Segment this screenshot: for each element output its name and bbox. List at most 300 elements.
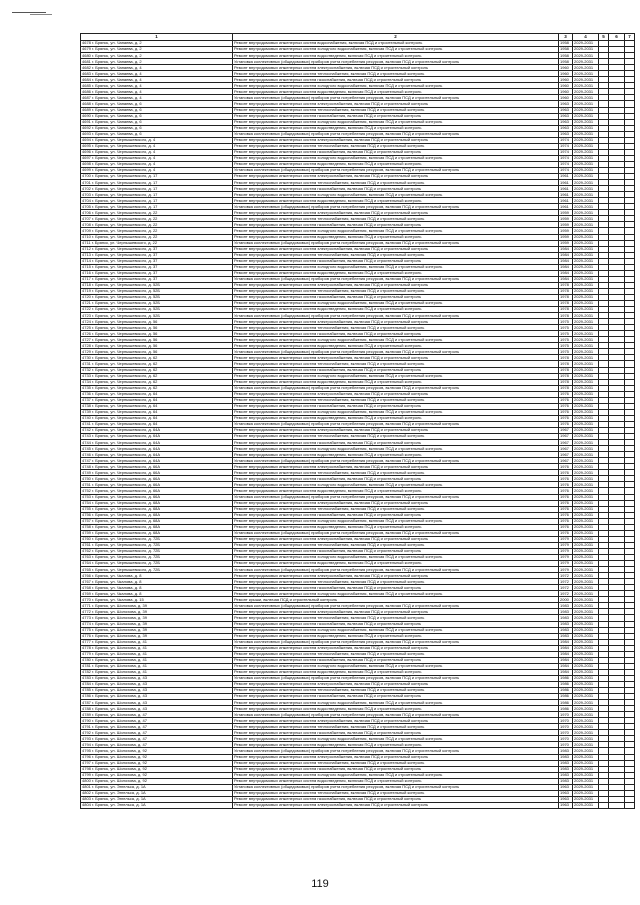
row-number: 4746 xyxy=(82,451,91,457)
cell-period: 2029-2031 xyxy=(573,476,599,482)
cell-work-type: Установка коллективных (общедомовых) приборов учета потребления ресурсов, включая ПСД и строительный контроль xyxy=(233,240,559,246)
row-number: 4717 xyxy=(82,276,91,282)
cell-period: 2029-2031 xyxy=(573,89,599,95)
address: г. Брянск, ул. Чернышевского, д. 37 xyxy=(92,246,158,252)
row-number: 4684 xyxy=(82,76,91,82)
address: г. Брянск, ул. Шолохова, д. 92 xyxy=(92,754,147,759)
cell-work-type: Ремонт внутридомовых инженерных систем водоотведения, включая ПСД и строительный контроль xyxy=(233,379,559,385)
cell-period: 2029-2031 xyxy=(573,627,599,633)
row-number: 4704 xyxy=(82,197,91,203)
cell-period: 2029-2031 xyxy=(573,754,599,760)
cell-work-type: Ремонт внутридомовых инженерных систем водоотведения, включая ПСД и строительный контроль xyxy=(233,524,559,530)
address: г. Брянск, ул. Шолохова, д. 41 xyxy=(92,639,147,645)
cell-year: 1984 xyxy=(559,270,573,276)
cell-work-type: Ремонт внутридомовых инженерных систем холодного водоснабжения, включая ПСД и строительный контроль xyxy=(233,736,559,742)
cell-year: 1976 xyxy=(559,500,573,506)
address: г. Брянск, ул. Чернышевского, д. 4 xyxy=(92,137,156,143)
cell-year: 1983 xyxy=(559,609,573,615)
row-number: 4678 xyxy=(82,40,91,46)
address: г. Брянск, ул. Шолохова, д. 41 xyxy=(92,645,147,651)
cell-period: 2029-2031 xyxy=(573,633,599,639)
row-number: 4730 xyxy=(82,354,91,360)
cell-period: 2029-2031 xyxy=(573,155,599,161)
cell-work-type: Ремонт внутридомовых инженерных систем водоотведения, включая ПСД и строительный контроль xyxy=(233,633,559,639)
address: г. Брянск, ул. Чернышевского, д. 64А xyxy=(92,439,161,445)
cell-period: 2029-2031 xyxy=(573,434,599,440)
address: г. Брянск, ул. Чкалова, д. 8 xyxy=(92,572,142,578)
cell-work-type: Ремонт внутридомовых инженерных систем холодного водоснабжения, включая ПСД и строительный контроль xyxy=(233,700,559,706)
cell-work-type: Ремонт внутридомовых инженерных систем электроснабжения, включая ПСД и строительный контроль xyxy=(233,609,559,615)
cell-period: 2029-2031 xyxy=(573,373,599,379)
cell-work-type: Ремонт внутридомовых инженерных систем теплоснабжения, включая ПСД и строительный контроль xyxy=(233,615,559,621)
cell-work-type: Ремонт внутридомовых инженерных систем водоотведения, включая ПСД и строительный контроль xyxy=(233,706,559,712)
row-number: 4693 xyxy=(82,131,91,137)
cell-year: 1959 xyxy=(559,210,573,216)
cell-year: 1976 xyxy=(559,409,573,415)
cell-period: 2029-2031 xyxy=(573,234,599,240)
cell-year: 1974 xyxy=(559,155,573,161)
cell-period: 2029-2031 xyxy=(573,609,599,615)
cell-work-type: Ремонт внутридомовых инженерных систем теплоснабжения, включая ПСД и строительный контроль xyxy=(233,434,559,440)
cell-year: 1959 xyxy=(559,234,573,240)
cell-year: 1984 xyxy=(559,657,573,663)
cell-year: 1972 xyxy=(559,591,573,597)
cell-work-type: Ремонт внутридомовых инженерных систем холодного водоснабжения, включая ПСД и строительный контроль xyxy=(233,301,559,307)
address: г. Брянск, ул. Чернышевского, д. 64 xyxy=(92,391,158,397)
cell-year: 1960 xyxy=(559,65,573,71)
cell-year: 1967 xyxy=(559,440,573,446)
cell-work-type: Ремонт внутридомовых инженерных систем водоотведения, включая ПСД и строительный контроль xyxy=(233,270,559,276)
cell-period: 2029-2031 xyxy=(573,216,599,222)
cell-period: 2029-2031 xyxy=(573,319,599,325)
cell-year: 1967 xyxy=(559,446,573,452)
row-number: 4689 xyxy=(82,107,91,112)
row-number: 4696 xyxy=(82,149,91,155)
row-number: 4719 xyxy=(82,288,91,294)
address: г. Брянск, ул. Энгельса, д. 1А xyxy=(92,784,146,790)
row-number: 4783 xyxy=(82,675,91,681)
address: г. Брянск, ул. Чернышевского, д. 22 xyxy=(92,215,158,221)
cell-work-type: Ремонт внутридомовых инженерных систем теплоснабжения, включая ПСД и строительный контроль xyxy=(233,542,559,548)
row-number: 4683 xyxy=(82,70,91,76)
cell-year: 1960 xyxy=(559,95,573,101)
cell-year: 1976 xyxy=(559,391,573,397)
cell-work-type: Ремонт внутридомовых инженерных систем газоснабжения, включая ПСД и строительный контроль xyxy=(233,621,559,627)
row-number: 4774 xyxy=(82,621,91,626)
cell-work-type: Ремонт внутридомовых инженерных систем теплоснабжения, включая ПСД и строительный контроль xyxy=(233,579,559,585)
cell-period: 2029-2031 xyxy=(573,724,599,730)
row-number: 4791 xyxy=(82,723,91,729)
cell-period: 2029-2031 xyxy=(573,131,599,137)
address: г. Брянск, ул. Чернышевского, д. 72Б xyxy=(92,560,161,566)
row-number: 4793 xyxy=(82,735,91,741)
cell-period: 2029-2031 xyxy=(573,718,599,724)
address: г. Брянск, ул. Чернышевского, д. 56 xyxy=(92,336,158,342)
address: г. Брянск, ул. Чапаева, д. 6 xyxy=(92,107,142,112)
cell-period: 2029-2031 xyxy=(573,421,599,427)
col-header-4: 4 xyxy=(573,34,599,41)
address: г. Брянск, ул. Чернышевского, д. 72Б xyxy=(92,542,161,548)
cell-work-type: Ремонт внутридомовых инженерных систем водоотведения, включая ПСД и строительный контроль xyxy=(233,89,559,95)
cell-work-type: Ремонт внутридомовых инженерных систем холодного водоснабжения, включая ПСД и строительный контроль xyxy=(233,373,559,379)
row-number: 4777 xyxy=(82,639,91,645)
row-number: 4701 xyxy=(82,179,91,185)
cell-year: 1975 xyxy=(559,319,573,325)
cell-work-type: Ремонт внутридомовых инженерных систем теплоснабжения, включая ПСД и строительный контроль xyxy=(233,651,559,657)
cell-year: 1979 xyxy=(559,554,573,560)
cell-year: 2000 xyxy=(559,597,573,603)
cell-year: 1978 xyxy=(559,288,573,294)
row-number: 4747 xyxy=(82,457,91,463)
cell-year: 1978 xyxy=(559,282,573,288)
cell-year: 1976 xyxy=(559,506,573,512)
cell-year: 1967 xyxy=(559,458,573,464)
cell-work-type: Ремонт внутридомовых инженерных систем газоснабжения, включая ПСД и строительный контроль xyxy=(233,440,559,446)
address: г. Брянск, ул. Шолохова, д. 43 xyxy=(92,705,147,711)
address: г. Брянск, ул. Шолохова, д. 39 xyxy=(92,602,147,608)
row-number: 4702 xyxy=(82,185,91,191)
cell-period: 2029-2031 xyxy=(573,694,599,700)
cell-work-type: Ремонт внутридомовых инженерных систем водоотведения, включая ПСД и строительный контроль xyxy=(233,307,559,313)
cell-period: 2029-2031 xyxy=(573,591,599,597)
cell-work-type: Ремонт внутридомовых инженерных систем газоснабжения, включая ПСД и строительный контроль xyxy=(233,294,559,300)
cell-year: 1984 xyxy=(559,645,573,651)
cell-year: 1976 xyxy=(559,482,573,488)
address: г. Брянск, ул. Чернышевского, д. 4 xyxy=(92,167,156,173)
address: г. Брянск, ул. Чернышевского, д. 64 xyxy=(92,409,158,415)
address: г. Брянск, ул. Чернышевского, д. 37 xyxy=(92,270,158,276)
address: г. Брянск, ул. Чапаева, д. 4 xyxy=(92,94,142,100)
row-number: 4682 xyxy=(82,64,91,70)
cell-year: 1963 xyxy=(559,790,573,796)
cell-year: 1958 xyxy=(559,47,573,53)
address: г. Брянск, ул. Шолохова, д. 47 xyxy=(92,711,147,717)
address: г. Брянск, ул. Чкалова, д. 8 xyxy=(92,578,142,584)
cell-period: 2029-2031 xyxy=(573,113,599,119)
address: г. Брянск, ул. Чапаева, д. 6 xyxy=(92,125,142,131)
row-number: 4721 xyxy=(82,300,91,306)
cell-period: 2029-2031 xyxy=(573,760,599,766)
cell-period: 2029-2031 xyxy=(573,361,599,367)
cell-period: 2029-2031 xyxy=(573,446,599,452)
address: г. Брянск, ул. Чапаева, д. 6 xyxy=(92,113,142,118)
cell-period: 2029-2031 xyxy=(573,548,599,554)
cell-period: 2029-2031 xyxy=(573,742,599,748)
cell-work-type: Установка коллективных (общедомовых) приборов учета потребления ресурсов, включая ПСД и строительный контроль xyxy=(233,567,559,573)
address: г. Брянск, ул. Чернышевского, д. 72Б xyxy=(92,566,161,572)
address: г. Брянск, ул. Энгельса, д. 1А xyxy=(92,802,146,808)
cell-work-type: Ремонт внутридомовых инженерных систем электроснабжения, включая ПСД и строительный контроль xyxy=(233,174,559,180)
cell-year: 1978 xyxy=(559,313,573,319)
row-number: 4728 xyxy=(82,342,91,348)
cell-work-type: Ремонт внутридомовых инженерных систем водоснабжения, включая ПСД и строительный контроль xyxy=(233,41,559,47)
cell-year: 1976 xyxy=(559,518,573,524)
cell-period: 2029-2031 xyxy=(573,83,599,89)
address: г. Брянск, ул. Чапаева, д. 4 xyxy=(92,64,142,70)
cell-period: 2029-2031 xyxy=(573,403,599,409)
row-number: 4778 xyxy=(82,645,91,651)
row-number: 4688 xyxy=(82,100,91,106)
cell-work-type: Ремонт внутридомовых инженерных систем электроснабжения, включая ПСД и строительный контроль xyxy=(233,282,559,288)
cell-year: 1976 xyxy=(559,530,573,536)
cell-work-type: Ремонт внутридомовых инженерных систем теплоснабжения, включая ПСД и строительный контроль xyxy=(233,470,559,476)
address: г. Брянск, ул. Чернышевского, д. 66А xyxy=(92,487,161,493)
row-number: 4736 xyxy=(82,391,91,397)
cell-year: 1983 xyxy=(559,772,573,778)
address: г. Брянск, ул. Чернышевского, д. 68А xyxy=(92,518,161,524)
cell-year: 1986 xyxy=(559,688,573,694)
cell-work-type: Ремонт внутридомовых инженерных систем холодного водоснабжения, включая ПСД и строительный контроль xyxy=(233,446,559,452)
address: г. Брянск, ул. Чернышевского, д. 17 xyxy=(92,197,158,203)
cell-work-type: Ремонт внутридомовых инженерных систем газоснабжения, включая ПСД и строительный контроль xyxy=(233,113,559,119)
cell-period: 2029-2031 xyxy=(573,778,599,784)
address: г. Брянск, ул. Чернышевского, д. 56 xyxy=(92,324,158,330)
cell-year: 1970 xyxy=(559,742,573,748)
cell-work-type: Ремонт внутридомовых инженерных систем теплоснабжения, включая ПСД и строительный контроль xyxy=(233,216,559,222)
cell-work-type: Ремонт внутридомовых инженерных систем водоотведения, включая ПСД и строительный контроль xyxy=(233,669,559,675)
row-number: 4762 xyxy=(82,548,91,554)
address: г. Брянск, ул. Чкалова, д. 15 xyxy=(92,596,144,602)
cell-year: 1974 xyxy=(559,161,573,167)
cell-year: 1976 xyxy=(559,415,573,421)
row-number: 4748 xyxy=(82,463,91,469)
cell-period: 2029-2031 xyxy=(573,736,599,742)
row-number: 4768 xyxy=(82,584,91,590)
address: г. Брянск, ул. Чапаева, д. 2 xyxy=(92,40,142,46)
row-number: 4763 xyxy=(82,554,91,560)
cell-year: 1959 xyxy=(559,228,573,234)
row-number: 4691 xyxy=(82,119,91,125)
row-number: 4757 xyxy=(82,518,91,524)
cell-work-type: Ремонт внутридомовых инженерных систем теплоснабжения, включая ПСД и строительный контроль xyxy=(233,397,559,403)
row-number: 4776 xyxy=(82,633,91,639)
scan-mark-secondary xyxy=(30,14,52,15)
cell-period: 2029-2031 xyxy=(573,143,599,149)
cell-period: 2029-2031 xyxy=(573,301,599,307)
address: г. Брянск, ул. Шолохова, д. 47 xyxy=(92,729,147,735)
cell-period: 2029-2031 xyxy=(573,524,599,530)
row-number: 4694 xyxy=(82,137,91,143)
cell-period: 2029-2031 xyxy=(573,343,599,349)
address: г. Брянск, ул. Чкалова, д. 8 xyxy=(92,584,142,590)
address: г. Брянск, ул. Чернышевского, д. 64А xyxy=(92,451,161,457)
col-header-3: 3 xyxy=(559,34,573,41)
cell-year: 1961 xyxy=(559,204,573,210)
cell-period: 2029-2031 xyxy=(573,125,599,131)
cell-period: 2029-2031 xyxy=(573,790,599,796)
cell-work-type: Ремонт внутридомовых инженерных систем электроснабжения, включая ПСД и строительный контроль xyxy=(233,428,559,434)
cell-period: 2029-2031 xyxy=(573,258,599,264)
cell-period: 2029-2031 xyxy=(573,379,599,385)
address: г. Брянск, ул. Чапаева, д. 6 xyxy=(92,100,142,106)
cell-work-type: Ремонт внутридомовых инженерных систем газоснабжения, включая ПСД и строительный контроль xyxy=(233,694,559,700)
row-number: 4705 xyxy=(82,203,91,209)
row-number: 4733 xyxy=(82,373,91,378)
cell-year: 1979 xyxy=(559,542,573,548)
cell-work-type: Ремонт внутридомовых инженерных систем электроснабжения, включая ПСД и строительный контроль xyxy=(233,718,559,724)
address: г. Брянск, ул. Чапаева, д. 4 xyxy=(92,76,142,82)
row-number: 4744 xyxy=(82,439,91,445)
cell-work-type: Установка коллективных (общедомовых) приборов учета потребления ресурсов, включая ПСД и строительный контроль xyxy=(233,313,559,319)
address: г. Брянск, ул. Шолохова, д. 47 xyxy=(92,735,147,741)
row-number: 4760 xyxy=(82,536,91,542)
cell-work-type: Ремонт внутридомовых инженерных систем холодного водоснабжения, включая ПСД и строительный контроль xyxy=(233,482,559,488)
cell-period: 2029-2031 xyxy=(573,210,599,216)
row-number: 4743 xyxy=(82,433,91,439)
cell-work-type: Ремонт внутридомовых инженерных систем водоотведения, включая ПСД и строительный контроль xyxy=(233,234,559,240)
cell-year: 1984 xyxy=(559,663,573,669)
row-number: 4754 xyxy=(82,500,91,505)
row-number: 4699 xyxy=(82,167,91,173)
address: г. Брянск, ул. Шолохова, д. 92 xyxy=(92,747,147,753)
cell-period: 2029-2031 xyxy=(573,167,599,173)
col-header-2: 2 xyxy=(233,34,559,41)
address: г. Брянск, ул. Чернышевского, д. 72Б xyxy=(92,536,161,542)
address: г. Брянск, ул. Чернышевского, д. 17 xyxy=(92,179,158,185)
cell-year: 1983 xyxy=(559,778,573,784)
row-number: 4690 xyxy=(82,113,91,118)
address: г. Брянск, ул. Чернышевского, д. 68А xyxy=(92,500,161,505)
cell-work-type: Ремонт внутридомовых инженерных систем водоотведения, включая ПСД и строительный контроль xyxy=(233,778,559,784)
cell-period: 2029-2031 xyxy=(573,325,599,331)
cell-work-type: Ремонт внутридомовых инженерных систем теплоснабжения, включая ПСД и строительный контроль xyxy=(233,288,559,294)
address: г. Брянск, ул. Чернышевского, д. 22 xyxy=(91,240,158,245)
cell-year: 1978 xyxy=(559,367,573,373)
cell-work-type: Ремонт внутридомовых инженерных систем газоснабжения, включая ПСД и строительный контроль xyxy=(233,585,559,591)
row-number: 4710 xyxy=(82,234,91,239)
row-number: 4745 xyxy=(82,445,91,451)
cell-period: 2029-2031 xyxy=(573,494,599,500)
cell-work-type: Установка коллективных (общедомовых) приборов учета потребления ресурсов, включая ПСД и строительный контроль xyxy=(233,639,559,645)
cell-work-type: Ремонт внутридомовых инженерных систем теплоснабжения, включая ПСД и строительный контроль xyxy=(233,361,559,367)
cell-year: 1963 xyxy=(559,125,573,131)
cell-year: 1976 xyxy=(559,397,573,403)
address: г. Брянск, ул. Чернышевского, д. 52Б xyxy=(92,312,161,318)
cell-period: 2029-2031 xyxy=(573,367,599,373)
row-number: 4715 xyxy=(82,264,91,270)
cell-period: 2029-2031 xyxy=(573,700,599,706)
cell-period: 2029-2031 xyxy=(573,651,599,657)
cell-year: 1970 xyxy=(559,712,573,718)
cell-work-type: Ремонт внутридомовых инженерных систем теплоснабжения, включая ПСД и строительный контроль xyxy=(233,325,559,331)
address: г. Брянск, ул. Чернышевского, д. 52Б xyxy=(92,306,161,312)
cell-year: 1976 xyxy=(559,512,573,518)
address: г. Брянск, ул. Шолохова, д. 43 xyxy=(92,687,147,693)
cell-period: 2029-2031 xyxy=(573,397,599,403)
cell-year: 1978 xyxy=(559,294,573,300)
cell-year: 1984 xyxy=(559,258,573,264)
cell-year: 1984 xyxy=(559,669,573,675)
address: г. Брянск, ул. Чернышевского, д. 4 xyxy=(92,143,156,149)
row-number: 4804 xyxy=(82,802,91,808)
cell-period: 2029-2031 xyxy=(573,512,599,518)
row-number: 4681 xyxy=(82,58,91,64)
address: г. Брянск, ул. Шолохова, д. 41 xyxy=(92,657,147,663)
cell-period: 2029-2031 xyxy=(573,385,599,391)
cell-work-type: Ремонт внутридомовых инженерных систем газоснабжения, включая ПСД и строительный контроль xyxy=(233,77,559,83)
cell-period: 2029-2031 xyxy=(573,518,599,524)
address: г. Брянск, ул. Чкалова, д. 8 xyxy=(92,590,142,596)
cell-year: 1975 xyxy=(559,349,573,355)
cell-work-type: Ремонт внутридомовых инженерных систем электроснабжения, включая ПСД и строительный контроль xyxy=(233,464,559,470)
cell-year: 1975 xyxy=(559,337,573,343)
address: г. Брянск, ул. Чернышевского, д. 22 xyxy=(92,234,158,239)
cell-year: 1975 xyxy=(559,343,573,349)
cell-work-type: Ремонт внутридомовых инженерных систем газоснабжения, включая ПСД и строительный контроль xyxy=(233,367,559,373)
cell-year: 1978 xyxy=(559,355,573,361)
cell-work-type: Ремонт внутридомовых инженерных систем водоотведения, включая ПСД и строительный контроль xyxy=(233,742,559,748)
address: г. Брянск, ул. Чернышевского, д. 56 xyxy=(92,318,158,324)
cell-year: 1986 xyxy=(559,675,573,681)
cell-year: 1974 xyxy=(559,167,573,173)
cell-work-type: Установка коллективных (общедомовых) приборов учета потребления ресурсов, включая ПСД и строительный контроль xyxy=(233,95,559,101)
row-number: 4759 xyxy=(82,530,91,536)
row-number: 4802 xyxy=(82,790,91,796)
cell-period: 2029-2031 xyxy=(573,276,599,282)
cell-year: 1961 xyxy=(559,192,573,198)
address: г. Брянск, ул. Чернышевского, д. 68А xyxy=(92,530,161,536)
cell-year: 1970 xyxy=(559,736,573,742)
address: г. Брянск, ул. Чернышевского, д. 17 xyxy=(92,185,158,191)
cell-period: 2029-2031 xyxy=(573,180,599,186)
cell-work-type: Ремонт внутридомовых инженерных систем водоотведения, включая ПСД и строительный контроль xyxy=(233,488,559,494)
cell-year: 1976 xyxy=(559,524,573,530)
cell-year: 1976 xyxy=(559,488,573,494)
row-number: 4769 xyxy=(82,590,91,596)
cell-work-type: Ремонт внутридомовых инженерных систем теплоснабжения, включая ПСД и строительный контроль xyxy=(233,180,559,186)
cell-year: 1976 xyxy=(559,421,573,427)
address: г. Брянск, ул. Энгельса, д. 1А xyxy=(92,790,146,796)
cell-empty xyxy=(609,802,625,808)
cell-year: 1983 xyxy=(559,603,573,609)
cell-period: 2029-2031 xyxy=(573,313,599,319)
address: г. Брянск, ул. Шолохова, д. 39 xyxy=(92,614,147,620)
cell-year: 1961 xyxy=(559,174,573,180)
cell-period: 2029-2031 xyxy=(573,470,599,476)
cell-work-type: Ремонт внутридомовых инженерных систем газоснабжения, включая ПСД и строительный контроль xyxy=(233,657,559,663)
cell-year: 1972 xyxy=(559,585,573,591)
address: г. Брянск, ул. Чернышевского, д. 56 xyxy=(92,348,158,354)
address: г. Брянск, ул. Чернышевского, д. 64 xyxy=(92,421,158,427)
address: г. Брянск, ул. Чернышевского, д. 66А xyxy=(92,494,161,499)
address: г. Брянск, ул. Чернышевского, д. 64А xyxy=(92,427,161,433)
cell-year: 1984 xyxy=(559,252,573,258)
address: г. Брянск, ул. Чернышевского, д. 62 xyxy=(92,373,158,378)
cell-work-type: Ремонт внутридомовых инженерных систем холодного водоснабжения, включая ПСД и строительный контроль xyxy=(233,554,559,560)
cell-year: 1967 xyxy=(559,428,573,434)
row-number: 4803 xyxy=(82,796,91,802)
cell-period: 2029-2031 xyxy=(573,675,599,681)
row-number: 4716 xyxy=(82,270,91,276)
cell-work-type: Установка коллективных (общедомовых) приборов учета потребления ресурсов, включая ПСД и строительный контроль xyxy=(233,748,559,754)
cell-work-type: Ремонт внутридомовых инженерных систем газоснабжения, включая ПСД и строительный контроль xyxy=(233,548,559,554)
cell-year: 1976 xyxy=(559,470,573,476)
cell-year: 1967 xyxy=(559,434,573,440)
address: г. Брянск, ул. Шолохова, д. 41 xyxy=(92,651,147,657)
row-number: 4680 xyxy=(82,52,91,58)
cell-period: 2029-2031 xyxy=(573,391,599,397)
row-number: 4749 xyxy=(82,469,91,475)
cell-year: 1960 xyxy=(559,77,573,83)
cell-period: 2029-2031 xyxy=(573,307,599,313)
cell-work-type: Ремонт внутридомовых инженерных систем газоснабжения, включая ПСД и строительный контроль xyxy=(233,149,559,155)
cell-year: 1978 xyxy=(559,301,573,307)
cell-year: 1976 xyxy=(559,476,573,482)
cell-work-type: Ремонт внутридомовых инженерных систем холодного водоснабжения, включая ПСД и строительный контроль xyxy=(233,155,559,161)
cell-period: 2029-2031 xyxy=(573,222,599,228)
row-number: 4751 xyxy=(82,481,91,487)
row-number: 4698 xyxy=(82,161,91,167)
